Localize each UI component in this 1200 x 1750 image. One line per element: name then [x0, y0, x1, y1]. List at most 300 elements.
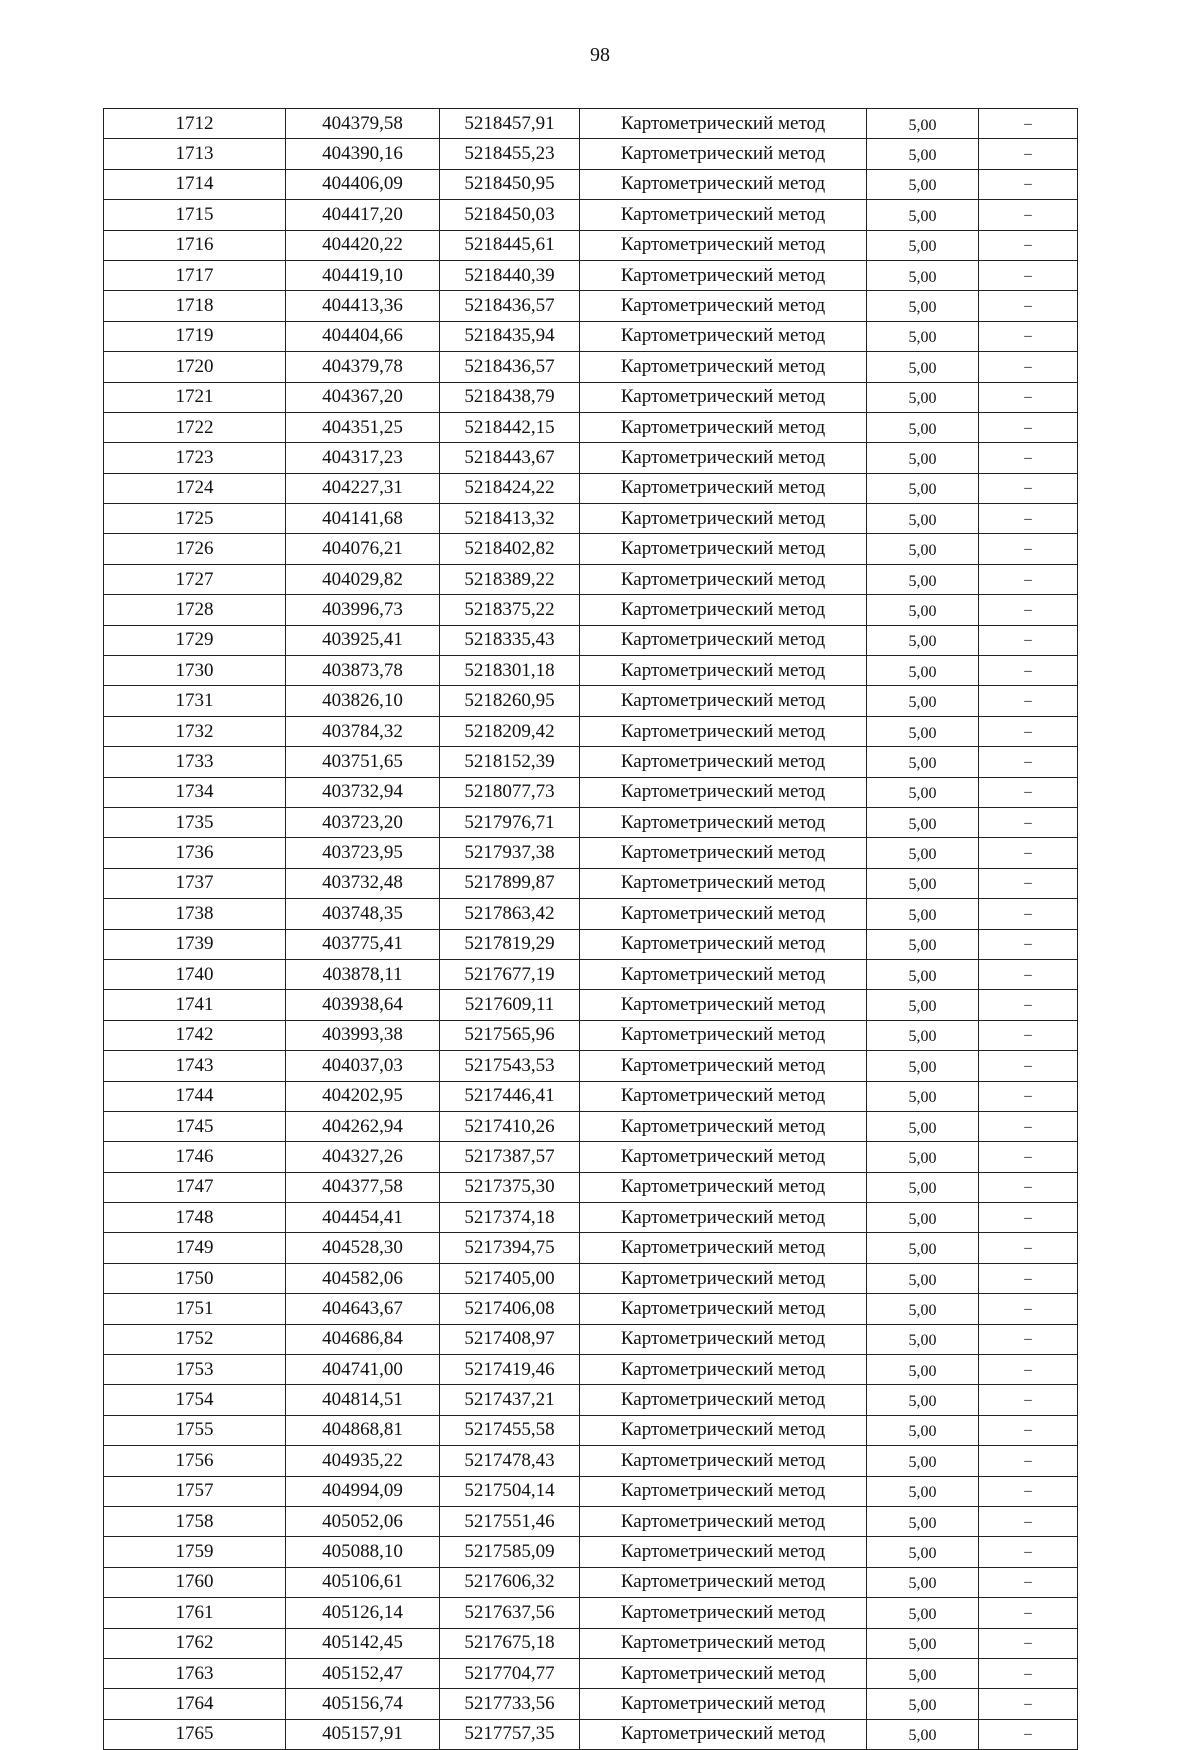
x-coordinate-cell: 405106,61: [286, 1567, 440, 1597]
table-row: [104, 321, 1078, 351]
table-row: [104, 1355, 1078, 1385]
point-number-cell: 1765: [104, 1719, 286, 1749]
x-coordinate-cell: 404528,30: [286, 1233, 440, 1263]
dash-cell: –: [979, 1476, 1078, 1506]
table-row: [104, 1081, 1078, 1111]
method-cell: Картометрический метод: [580, 595, 867, 625]
method-cell: Картометрический метод: [580, 139, 867, 169]
coordinates-table: [103, 108, 1078, 1750]
accuracy-cell: 5,00: [867, 139, 979, 169]
accuracy-cell: 5,00: [867, 1628, 979, 1658]
table-row: [104, 959, 1078, 989]
x-coordinate-cell: 404351,25: [286, 412, 440, 442]
dash-cell: –: [979, 686, 1078, 716]
method-cell: Картометрический метод: [580, 1263, 867, 1293]
table-row: [104, 1689, 1078, 1719]
accuracy-cell: 5,00: [867, 929, 979, 959]
x-coordinate-cell: 403996,73: [286, 595, 440, 625]
accuracy-cell: 5,00: [867, 1203, 979, 1233]
table-row: [104, 1446, 1078, 1476]
x-coordinate-cell: 404141,68: [286, 504, 440, 534]
y-coordinate-cell: 5217863,42: [440, 899, 580, 929]
method-cell: Картометрический метод: [580, 1355, 867, 1385]
point-number-cell: 1734: [104, 777, 286, 807]
dash-cell: –: [979, 959, 1078, 989]
table-row: [104, 747, 1078, 777]
accuracy-cell: 5,00: [867, 291, 979, 321]
table-row: [104, 990, 1078, 1020]
accuracy-cell: 5,00: [867, 1598, 979, 1628]
x-coordinate-cell: 404413,36: [286, 291, 440, 321]
dash-cell: –: [979, 1658, 1078, 1688]
dash-cell: –: [979, 1415, 1078, 1445]
dash-cell: –: [979, 868, 1078, 898]
y-coordinate-cell: 5218450,03: [440, 200, 580, 230]
accuracy-cell: 5,00: [867, 595, 979, 625]
y-coordinate-cell: 5218077,73: [440, 777, 580, 807]
table-row: [104, 929, 1078, 959]
table-row: [104, 777, 1078, 807]
y-coordinate-cell: 5217437,21: [440, 1385, 580, 1415]
method-cell: Картометрический метод: [580, 291, 867, 321]
point-number-cell: 1717: [104, 260, 286, 290]
y-coordinate-cell: 5218413,32: [440, 504, 580, 534]
dash-cell: –: [979, 352, 1078, 382]
method-cell: Картометрический метод: [580, 1719, 867, 1749]
method-cell: Картометрический метод: [580, 959, 867, 989]
method-cell: Картометрический метод: [580, 656, 867, 686]
accuracy-cell: 5,00: [867, 1658, 979, 1688]
point-number-cell: 1751: [104, 1294, 286, 1324]
method-cell: Картометрический метод: [580, 838, 867, 868]
point-number-cell: 1754: [104, 1385, 286, 1415]
y-coordinate-cell: 5218450,95: [440, 169, 580, 199]
method-cell: Картометрический метод: [580, 1294, 867, 1324]
point-number-cell: 1737: [104, 868, 286, 898]
table-row: [104, 260, 1078, 290]
accuracy-cell: 5,00: [867, 412, 979, 442]
point-number-cell: 1728: [104, 595, 286, 625]
accuracy-cell: 5,00: [867, 1537, 979, 1567]
x-coordinate-cell: 404076,21: [286, 534, 440, 564]
point-number-cell: 1720: [104, 352, 286, 382]
x-coordinate-cell: 404317,23: [286, 443, 440, 473]
accuracy-cell: 5,00: [867, 1324, 979, 1354]
point-number-cell: 1721: [104, 382, 286, 412]
method-cell: Картометрический метод: [580, 260, 867, 290]
table-row: [104, 1385, 1078, 1415]
x-coordinate-cell: 404406,09: [286, 169, 440, 199]
method-cell: Картометрический метод: [580, 1385, 867, 1415]
point-number-cell: 1748: [104, 1203, 286, 1233]
accuracy-cell: 5,00: [867, 1719, 979, 1749]
y-coordinate-cell: 5217675,18: [440, 1628, 580, 1658]
x-coordinate-cell: 404420,22: [286, 230, 440, 260]
point-number-cell: 1741: [104, 990, 286, 1020]
method-cell: Картометрический метод: [580, 534, 867, 564]
dash-cell: –: [979, 1263, 1078, 1293]
x-coordinate-cell: 404202,95: [286, 1081, 440, 1111]
table-row: [104, 1567, 1078, 1597]
method-cell: Картометрический метод: [580, 990, 867, 1020]
accuracy-cell: 5,00: [867, 443, 979, 473]
dash-cell: –: [979, 1689, 1078, 1719]
x-coordinate-cell: 404741,00: [286, 1355, 440, 1385]
x-coordinate-cell: 404037,03: [286, 1051, 440, 1081]
point-number-cell: 1745: [104, 1111, 286, 1141]
y-coordinate-cell: 5217408,97: [440, 1324, 580, 1354]
y-coordinate-cell: 5218402,82: [440, 534, 580, 564]
accuracy-cell: 5,00: [867, 1355, 979, 1385]
table-row: [104, 1142, 1078, 1172]
accuracy-cell: 5,00: [867, 169, 979, 199]
point-number-cell: 1714: [104, 169, 286, 199]
y-coordinate-cell: 5217543,53: [440, 1051, 580, 1081]
point-number-cell: 1758: [104, 1506, 286, 1536]
point-number-cell: 1735: [104, 807, 286, 837]
dash-cell: –: [979, 139, 1078, 169]
y-coordinate-cell: 5217637,56: [440, 1598, 580, 1628]
y-coordinate-cell: 5217455,58: [440, 1415, 580, 1445]
table-row: [104, 838, 1078, 868]
y-coordinate-cell: 5218435,94: [440, 321, 580, 351]
dash-cell: –: [979, 200, 1078, 230]
y-coordinate-cell: 5217976,71: [440, 807, 580, 837]
y-coordinate-cell: 5218457,91: [440, 109, 580, 139]
y-coordinate-cell: 5217565,96: [440, 1020, 580, 1050]
table-row: [104, 1506, 1078, 1536]
table-row: [104, 899, 1078, 929]
x-coordinate-cell: 403878,11: [286, 959, 440, 989]
x-coordinate-cell: 403784,32: [286, 716, 440, 746]
dash-cell: –: [979, 1142, 1078, 1172]
y-coordinate-cell: 5218389,22: [440, 564, 580, 594]
y-coordinate-cell: 5218440,39: [440, 260, 580, 290]
method-cell: Картометрический метод: [580, 929, 867, 959]
y-coordinate-cell: 5218436,57: [440, 352, 580, 382]
method-cell: Картометрический метод: [580, 716, 867, 746]
method-cell: Картометрический метод: [580, 1567, 867, 1597]
x-coordinate-cell: 405152,47: [286, 1658, 440, 1688]
x-coordinate-cell: 403751,65: [286, 747, 440, 777]
dash-cell: –: [979, 1537, 1078, 1567]
accuracy-cell: 5,00: [867, 807, 979, 837]
dash-cell: –: [979, 1051, 1078, 1081]
dash-cell: –: [979, 899, 1078, 929]
method-cell: Картометрический метод: [580, 1051, 867, 1081]
x-coordinate-cell: 404643,67: [286, 1294, 440, 1324]
point-number-cell: 1738: [104, 899, 286, 929]
x-coordinate-cell: 404029,82: [286, 564, 440, 594]
method-cell: Картометрический метод: [580, 1689, 867, 1719]
accuracy-cell: 5,00: [867, 1476, 979, 1506]
y-coordinate-cell: 5217606,32: [440, 1567, 580, 1597]
dash-cell: –: [979, 625, 1078, 655]
dash-cell: –: [979, 504, 1078, 534]
table-row: [104, 1324, 1078, 1354]
table-row: [104, 382, 1078, 412]
point-number-cell: 1713: [104, 139, 286, 169]
point-number-cell: 1733: [104, 747, 286, 777]
point-number-cell: 1722: [104, 412, 286, 442]
accuracy-cell: 5,00: [867, 990, 979, 1020]
method-cell: Картометрический метод: [580, 1537, 867, 1567]
table-row: [104, 1111, 1078, 1141]
point-number-cell: 1732: [104, 716, 286, 746]
method-cell: Картометрический метод: [580, 169, 867, 199]
point-number-cell: 1752: [104, 1324, 286, 1354]
method-cell: Картометрический метод: [580, 352, 867, 382]
x-coordinate-cell: 403938,64: [286, 990, 440, 1020]
point-number-cell: 1753: [104, 1355, 286, 1385]
accuracy-cell: 5,00: [867, 747, 979, 777]
table-row: [104, 625, 1078, 655]
x-coordinate-cell: 404227,31: [286, 473, 440, 503]
point-number-cell: 1762: [104, 1628, 286, 1658]
point-number-cell: 1712: [104, 109, 286, 139]
accuracy-cell: 5,00: [867, 1415, 979, 1445]
y-coordinate-cell: 5217819,29: [440, 929, 580, 959]
point-number-cell: 1724: [104, 473, 286, 503]
y-coordinate-cell: 5217757,35: [440, 1719, 580, 1749]
y-coordinate-cell: 5218152,39: [440, 747, 580, 777]
x-coordinate-cell: 405156,74: [286, 1689, 440, 1719]
dash-cell: –: [979, 1355, 1078, 1385]
point-number-cell: 1750: [104, 1263, 286, 1293]
dash-cell: –: [979, 838, 1078, 868]
point-number-cell: 1715: [104, 200, 286, 230]
y-coordinate-cell: 5218209,42: [440, 716, 580, 746]
method-cell: Картометрический метод: [580, 321, 867, 351]
accuracy-cell: 5,00: [867, 1020, 979, 1050]
x-coordinate-cell: 403723,95: [286, 838, 440, 868]
x-coordinate-cell: 403925,41: [286, 625, 440, 655]
accuracy-cell: 5,00: [867, 534, 979, 564]
dash-cell: –: [979, 595, 1078, 625]
point-number-cell: 1757: [104, 1476, 286, 1506]
point-number-cell: 1730: [104, 656, 286, 686]
x-coordinate-cell: 403723,20: [286, 807, 440, 837]
method-cell: Картометрический метод: [580, 1142, 867, 1172]
x-coordinate-cell: 404868,81: [286, 1415, 440, 1445]
y-coordinate-cell: 5218301,18: [440, 656, 580, 686]
y-coordinate-cell: 5217704,77: [440, 1658, 580, 1688]
accuracy-cell: 5,00: [867, 777, 979, 807]
method-cell: Картометрический метод: [580, 1628, 867, 1658]
dash-cell: –: [979, 443, 1078, 473]
x-coordinate-cell: 404327,26: [286, 1142, 440, 1172]
y-coordinate-cell: 5218442,15: [440, 412, 580, 442]
method-cell: Картометрический метод: [580, 473, 867, 503]
method-cell: Картометрический метод: [580, 1324, 867, 1354]
method-cell: Картометрический метод: [580, 1111, 867, 1141]
table-row: [104, 200, 1078, 230]
y-coordinate-cell: 5218335,43: [440, 625, 580, 655]
table-row: [104, 1263, 1078, 1293]
point-number-cell: 1726: [104, 534, 286, 564]
table-row: [104, 169, 1078, 199]
dash-cell: –: [979, 1172, 1078, 1202]
method-cell: Картометрический метод: [580, 686, 867, 716]
accuracy-cell: 5,00: [867, 625, 979, 655]
dash-cell: –: [979, 1233, 1078, 1263]
dash-cell: –: [979, 1598, 1078, 1628]
table-row: [104, 1051, 1078, 1081]
x-coordinate-cell: 404582,06: [286, 1263, 440, 1293]
table-row: [104, 1415, 1078, 1445]
x-coordinate-cell: 404404,66: [286, 321, 440, 351]
accuracy-cell: 5,00: [867, 1172, 979, 1202]
dash-cell: –: [979, 777, 1078, 807]
table-row: [104, 352, 1078, 382]
accuracy-cell: 5,00: [867, 1233, 979, 1263]
x-coordinate-cell: 404419,10: [286, 260, 440, 290]
accuracy-cell: 5,00: [867, 838, 979, 868]
method-cell: Картометрический метод: [580, 1598, 867, 1628]
accuracy-cell: 5,00: [867, 564, 979, 594]
y-coordinate-cell: 5217899,87: [440, 868, 580, 898]
dash-cell: –: [979, 929, 1078, 959]
table-row: [104, 595, 1078, 625]
y-coordinate-cell: 5217609,11: [440, 990, 580, 1020]
method-cell: Картометрический метод: [580, 109, 867, 139]
x-coordinate-cell: 405126,14: [286, 1598, 440, 1628]
y-coordinate-cell: 5218445,61: [440, 230, 580, 260]
point-number-cell: 1761: [104, 1598, 286, 1628]
table-row: [104, 716, 1078, 746]
x-coordinate-cell: 403993,38: [286, 1020, 440, 1050]
method-cell: Картометрический метод: [580, 1658, 867, 1688]
dash-cell: –: [979, 1506, 1078, 1536]
point-number-cell: 1764: [104, 1689, 286, 1719]
x-coordinate-cell: 403732,94: [286, 777, 440, 807]
table-row: [104, 230, 1078, 260]
x-coordinate-cell: 403826,10: [286, 686, 440, 716]
accuracy-cell: 5,00: [867, 321, 979, 351]
point-number-cell: 1725: [104, 504, 286, 534]
dash-cell: –: [979, 990, 1078, 1020]
dash-cell: –: [979, 1294, 1078, 1324]
dash-cell: –: [979, 321, 1078, 351]
dash-cell: –: [979, 382, 1078, 412]
y-coordinate-cell: 5218424,22: [440, 473, 580, 503]
y-coordinate-cell: 5217387,57: [440, 1142, 580, 1172]
method-cell: Картометрический метод: [580, 1415, 867, 1445]
table-row: [104, 443, 1078, 473]
table-row: [104, 868, 1078, 898]
point-number-cell: 1749: [104, 1233, 286, 1263]
dash-cell: –: [979, 1324, 1078, 1354]
table-row: [104, 534, 1078, 564]
dash-cell: –: [979, 109, 1078, 139]
x-coordinate-cell: 404686,84: [286, 1324, 440, 1354]
accuracy-cell: 5,00: [867, 382, 979, 412]
x-coordinate-cell: 404367,20: [286, 382, 440, 412]
table-row: [104, 1233, 1078, 1263]
point-number-cell: 1759: [104, 1537, 286, 1567]
x-coordinate-cell: 403732,48: [286, 868, 440, 898]
dash-cell: –: [979, 412, 1078, 442]
y-coordinate-cell: 5217478,43: [440, 1446, 580, 1476]
dash-cell: –: [979, 1203, 1078, 1233]
point-number-cell: 1760: [104, 1567, 286, 1597]
table-row: [104, 1598, 1078, 1628]
method-cell: Картометрический метод: [580, 1506, 867, 1536]
method-cell: Картометрический метод: [580, 868, 867, 898]
table-row: [104, 1203, 1078, 1233]
x-coordinate-cell: 404379,58: [286, 109, 440, 139]
y-coordinate-cell: 5217585,09: [440, 1537, 580, 1567]
x-coordinate-cell: 403748,35: [286, 899, 440, 929]
dash-cell: –: [979, 807, 1078, 837]
dash-cell: –: [979, 1081, 1078, 1111]
dash-cell: –: [979, 1020, 1078, 1050]
x-coordinate-cell: 405142,45: [286, 1628, 440, 1658]
method-cell: Картометрический метод: [580, 412, 867, 442]
dash-cell: –: [979, 564, 1078, 594]
method-cell: Картометрический метод: [580, 1081, 867, 1111]
table-row: [104, 291, 1078, 321]
method-cell: Картометрический метод: [580, 899, 867, 929]
method-cell: Картометрический метод: [580, 200, 867, 230]
table-row: [104, 1020, 1078, 1050]
table-row: [104, 564, 1078, 594]
y-coordinate-cell: 5217937,38: [440, 838, 580, 868]
y-coordinate-cell: 5217419,46: [440, 1355, 580, 1385]
dash-cell: –: [979, 1567, 1078, 1597]
y-coordinate-cell: 5218436,57: [440, 291, 580, 321]
accuracy-cell: 5,00: [867, 260, 979, 290]
point-number-cell: 1716: [104, 230, 286, 260]
method-cell: Картометрический метод: [580, 1020, 867, 1050]
y-coordinate-cell: 5217677,19: [440, 959, 580, 989]
dash-cell: –: [979, 1385, 1078, 1415]
method-cell: Картометрический метод: [580, 230, 867, 260]
point-number-cell: 1719: [104, 321, 286, 351]
dash-cell: –: [979, 1446, 1078, 1476]
page-number: 98: [590, 44, 610, 66]
table-row: [104, 807, 1078, 837]
method-cell: Картометрический метод: [580, 1233, 867, 1263]
y-coordinate-cell: 5217733,56: [440, 1689, 580, 1719]
y-coordinate-cell: 5218443,67: [440, 443, 580, 473]
method-cell: Картометрический метод: [580, 625, 867, 655]
accuracy-cell: 5,00: [867, 1111, 979, 1141]
y-coordinate-cell: 5218455,23: [440, 139, 580, 169]
accuracy-cell: 5,00: [867, 1051, 979, 1081]
table-row: [104, 504, 1078, 534]
method-cell: Картометрический метод: [580, 504, 867, 534]
dash-cell: –: [979, 1719, 1078, 1749]
y-coordinate-cell: 5217405,00: [440, 1263, 580, 1293]
point-number-cell: 1755: [104, 1415, 286, 1445]
accuracy-cell: 5,00: [867, 1689, 979, 1719]
y-coordinate-cell: 5217551,46: [440, 1506, 580, 1536]
table-row: [104, 139, 1078, 169]
x-coordinate-cell: 405157,91: [286, 1719, 440, 1749]
table-row: [104, 1172, 1078, 1202]
method-cell: Картометрический метод: [580, 443, 867, 473]
accuracy-cell: 5,00: [867, 1142, 979, 1172]
point-number-cell: 1727: [104, 564, 286, 594]
dash-cell: –: [979, 291, 1078, 321]
y-coordinate-cell: 5217406,08: [440, 1294, 580, 1324]
y-coordinate-cell: 5217410,26: [440, 1111, 580, 1141]
table-body: [104, 109, 1078, 1750]
x-coordinate-cell: 404994,09: [286, 1476, 440, 1506]
point-number-cell: 1723: [104, 443, 286, 473]
x-coordinate-cell: 404454,41: [286, 1203, 440, 1233]
